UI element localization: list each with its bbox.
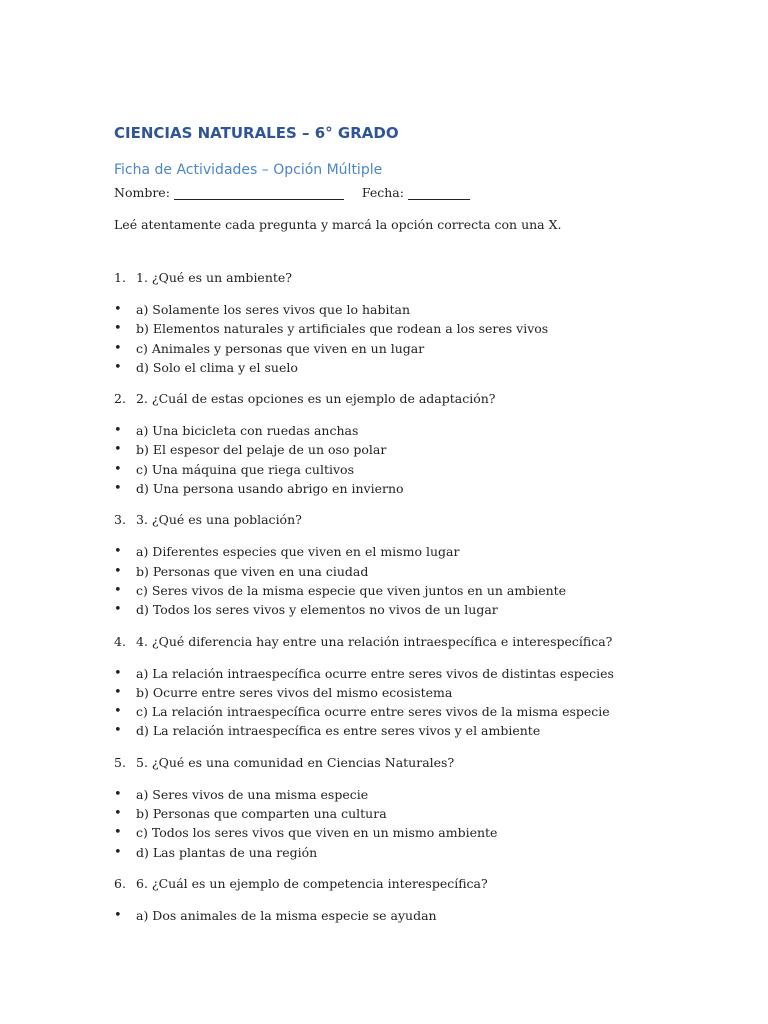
bullet-icon: • — [114, 582, 122, 598]
answer-option-text: a) Diferentes especies que viven en el mismo lugar — [136, 544, 460, 560]
question-block — [114, 510, 734, 619]
question-text: 5. ¿Qué es una comunidad en Ciencias Naturales? — [136, 754, 455, 770]
student-fields — [114, 185, 470, 200]
question-line — [114, 268, 734, 287]
question-block — [114, 874, 734, 925]
instructions-text: Leé atentamente cada pregunta y marcá la opción correcta con una X. — [114, 217, 562, 232]
bullet-icon: • — [114, 684, 122, 700]
bullet-icon: • — [114, 423, 122, 439]
question-block — [114, 632, 734, 741]
name-label: Nombre: — [114, 185, 170, 200]
question-line — [114, 389, 734, 408]
date-label: Fecha: — [361, 185, 404, 200]
answer-option-text: b) Elementos naturales y artificiales que rodean a los seres vivos — [136, 321, 549, 337]
bullet-icon: • — [114, 461, 122, 477]
answer-option-text: a) Dos animales de la misma especie se ayudan — [136, 907, 437, 923]
question-text: 4. ¿Qué diferencia hay entre una relación intraespecífica e interespecífica? — [136, 633, 613, 649]
answer-option-text: b) Personas que viven en una ciudad — [136, 563, 369, 579]
bullet-icon: • — [114, 481, 122, 497]
answer-option[interactable] — [114, 300, 734, 319]
answer-option-text: b) El espesor del pelaje de un oso polar — [136, 442, 387, 458]
question-line — [114, 753, 734, 772]
bullet-icon: • — [114, 723, 122, 739]
bullet-icon: • — [114, 786, 122, 802]
question-text: 3. ¿Qué es una población? — [136, 512, 302, 528]
question-list — [114, 268, 734, 937]
answer-option-text: a) Una bicicleta con ruedas anchas — [136, 423, 359, 439]
question-text: 6. ¿Cuál es un ejemplo de competencia interespecífica? — [136, 875, 488, 891]
question-number: 6. — [114, 875, 126, 891]
document-title: CIENCIAS NATURALES – 6° GRADO — [114, 124, 399, 142]
bullet-icon: • — [114, 844, 122, 860]
question-block — [114, 268, 734, 377]
answer-option[interactable] — [114, 542, 734, 561]
answer-option-text: c) Animales y personas que viven en un lugar — [136, 340, 425, 356]
question-number: 1. — [114, 270, 126, 285]
answer-option[interactable] — [114, 319, 734, 338]
question-block — [114, 389, 734, 498]
answer-option-text: d) Todos los seres vivos y elementos no vivos de un lugar — [136, 602, 498, 618]
bullet-icon: • — [114, 665, 122, 681]
bullet-icon: • — [114, 563, 122, 579]
answer-option-text: a) Solamente los seres vivos que lo habitan — [136, 302, 411, 317]
option-list — [114, 300, 734, 377]
question-number: 2. — [114, 391, 126, 407]
bullet-icon: • — [114, 907, 122, 923]
answer-option-text: c) La relación intraespecífica ocurre entre seres vivos de la misma especie — [136, 704, 610, 720]
question-number: 3. — [114, 512, 126, 528]
answer-option[interactable] — [114, 479, 734, 498]
answer-option[interactable] — [114, 721, 734, 740]
answer-option-text: b) Personas que comparten una cultura — [136, 806, 387, 822]
name-blank-line[interactable] — [174, 187, 344, 200]
question-block — [114, 753, 734, 862]
question-number: 4. — [114, 633, 126, 649]
answer-option-text: b) Ocurre entre seres vivos del mismo ecosistema — [136, 684, 453, 700]
answer-option-text: d) Una persona usando abrigo en invierno — [136, 481, 404, 497]
answer-option-text: c) Una máquina que riega cultivos — [136, 461, 354, 477]
answer-option[interactable] — [114, 664, 734, 683]
answer-option[interactable] — [114, 906, 734, 925]
option-list — [114, 785, 734, 862]
bullet-icon: • — [114, 359, 122, 375]
answer-option[interactable] — [114, 600, 734, 619]
answer-option[interactable] — [114, 683, 734, 702]
question-line — [114, 874, 734, 893]
answer-option-text: d) Las plantas de una región — [136, 844, 318, 860]
answer-option-text: d) La relación intraespecífica es entre seres vivos y el ambiente — [136, 723, 541, 739]
option-list — [114, 906, 734, 925]
answer-option[interactable] — [114, 358, 734, 377]
answer-option[interactable] — [114, 460, 734, 479]
bullet-icon: • — [114, 704, 122, 720]
answer-option-text: a) Seres vivos de una misma especie — [136, 786, 369, 802]
answer-option-text: a) La relación intraespecífica ocurre entre seres vivos de distintas especies — [136, 665, 614, 681]
date-blank-line[interactable] — [408, 187, 470, 200]
answer-option[interactable] — [114, 823, 734, 842]
bullet-icon: • — [114, 302, 122, 317]
question-number: 5. — [114, 754, 126, 770]
question-line — [114, 510, 734, 529]
answer-option[interactable] — [114, 562, 734, 581]
bullet-icon: • — [114, 321, 122, 337]
bullet-icon: • — [114, 442, 122, 458]
answer-option[interactable] — [114, 581, 734, 600]
bullet-icon: • — [114, 602, 122, 618]
answer-option[interactable] — [114, 785, 734, 804]
option-list — [114, 421, 734, 498]
bullet-icon: • — [114, 806, 122, 822]
answer-option[interactable] — [114, 421, 734, 440]
answer-option-text: c) Seres vivos de la misma especie que viven juntos en un ambiente — [136, 582, 567, 598]
answer-option[interactable] — [114, 339, 734, 358]
bullet-icon: • — [114, 544, 122, 560]
answer-option[interactable] — [114, 843, 734, 862]
bullet-icon: • — [114, 340, 122, 356]
answer-option-text: d) Solo el clima y el suelo — [136, 359, 298, 375]
question-text: 1. ¿Qué es un ambiente? — [136, 270, 293, 285]
answer-option[interactable] — [114, 440, 734, 459]
answer-option[interactable] — [114, 804, 734, 823]
document-subtitle: Ficha de Actividades – Opción Múltiple — [114, 162, 383, 178]
question-text: 2. ¿Cuál de estas opciones es un ejemplo de adaptación? — [136, 391, 496, 407]
option-list — [114, 664, 734, 741]
option-list — [114, 542, 734, 619]
answer-option-text: c) Todos los seres vivos que viven en un mismo ambiente — [136, 825, 498, 841]
bullet-icon: • — [114, 825, 122, 841]
question-line — [114, 632, 734, 651]
answer-option[interactable] — [114, 702, 734, 721]
